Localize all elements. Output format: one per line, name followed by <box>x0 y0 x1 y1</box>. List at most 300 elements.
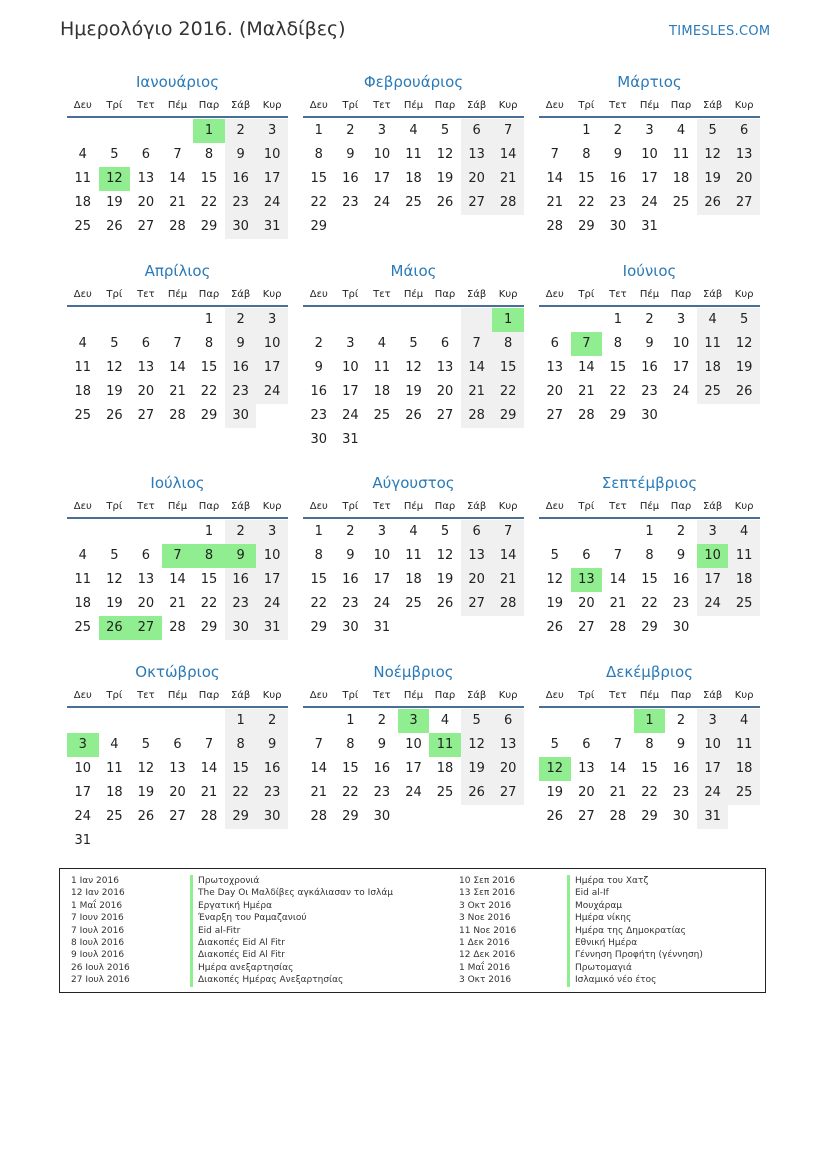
day-cell: 8 <box>225 733 257 757</box>
day-cell: 30 <box>342 620 359 635</box>
day-cell: 27 <box>436 408 454 423</box>
day-cell: 25 <box>728 592 760 616</box>
day-cell: 19 <box>461 757 493 781</box>
day-cell: 13 <box>546 360 564 375</box>
day-cell: 5 <box>697 119 729 143</box>
weekday-label: Τρί <box>106 289 123 300</box>
day-cell: 29 <box>342 809 359 824</box>
day-cell: 10 <box>373 147 391 162</box>
empty-cell <box>366 308 398 332</box>
day-cell: 17 <box>342 384 359 399</box>
weekday-label: Τετ <box>373 289 391 300</box>
day-grid <box>539 308 760 428</box>
day-cell: 25 <box>672 195 690 210</box>
day-cell: 13 <box>728 143 760 167</box>
legend-names-left <box>190 875 393 987</box>
day-cell: 15 <box>342 761 359 776</box>
day-cell: 14 <box>609 761 627 776</box>
month-block <box>539 473 760 640</box>
day-cell: 3 <box>256 119 288 143</box>
day-cell: 26 <box>461 781 493 805</box>
day-cell: 5 <box>550 737 559 752</box>
day-cell: 28 <box>200 809 218 824</box>
day-cell: 23 <box>641 384 658 399</box>
day-cell: 18 <box>74 596 92 611</box>
day-cell: 12 <box>697 143 729 167</box>
legend-date: 1 Δεκ 2016 <box>459 937 510 948</box>
day-cell: 6 <box>141 548 151 563</box>
weekday-label: Τετ <box>373 501 391 512</box>
day-cell: 13 <box>461 544 493 568</box>
weekday-label: Τρί <box>578 289 595 300</box>
weekday-label: Πέμ <box>167 100 188 111</box>
weekday-label: Πέμ <box>167 289 188 300</box>
day-cell: 1 <box>204 312 214 327</box>
day-cell: 8 <box>492 332 524 356</box>
month-block <box>303 261 524 452</box>
day-cell: 14 <box>461 356 493 380</box>
weekday-label: Σάβ <box>466 690 487 701</box>
day-cell: 18 <box>74 195 92 210</box>
day-cell: 3 <box>697 520 729 544</box>
empty-cell <box>303 308 335 332</box>
empty-cell <box>429 308 461 332</box>
day-cell: 17 <box>256 356 288 380</box>
empty-cell <box>539 119 571 143</box>
day-cell: 9 <box>645 336 654 351</box>
day-cell: 19 <box>106 596 123 611</box>
weekday-label: Δευ <box>545 501 564 512</box>
day-cell: 18 <box>436 761 454 776</box>
legend-holiday-name: Eid al-Fitr <box>190 925 393 937</box>
day-cell: 30 <box>672 620 690 635</box>
weekday-label: Πέμ <box>167 501 188 512</box>
day-cell: 27 <box>461 592 493 616</box>
day-cell: 20 <box>137 195 155 210</box>
weekday-label: Πέμ <box>403 100 424 111</box>
holiday-day-cell: 7 <box>571 332 603 356</box>
day-cell: 23 <box>225 380 257 404</box>
day-cell: 5 <box>110 336 119 351</box>
day-cell: 6 <box>141 147 151 162</box>
day-cell: 15 <box>641 761 658 776</box>
day-cell: 18 <box>74 384 92 399</box>
holiday-day-cell: 1 <box>492 308 524 332</box>
day-cell: 4 <box>377 336 387 351</box>
day-cell: 28 <box>310 809 328 824</box>
legend-date: 13 Σεπ 2016 <box>459 888 516 899</box>
day-grid <box>303 520 524 640</box>
day-cell: 4 <box>728 520 760 544</box>
day-cell: 9 <box>314 360 323 375</box>
day-cell: 10 <box>74 761 92 776</box>
empty-cell <box>162 308 194 332</box>
day-cell: 26 <box>106 408 123 423</box>
day-cell: 20 <box>169 785 186 800</box>
day-cell: 23 <box>310 408 328 423</box>
legend-holiday-name: Ημέρα της Δημοκρατίας <box>567 925 703 937</box>
day-cell: 30 <box>225 404 257 428</box>
weekday-label: Κυρ <box>734 100 754 111</box>
day-cell: 13 <box>137 360 155 375</box>
holiday-day-cell: 11 <box>429 733 461 757</box>
day-cell: 19 <box>436 572 454 587</box>
holiday-day-cell: 8 <box>193 544 225 568</box>
weekday-label: Τρί <box>578 690 595 701</box>
day-cell: 7 <box>461 332 493 356</box>
day-cell: 7 <box>173 336 182 351</box>
day-cell: 18 <box>106 785 123 800</box>
day-cell: 21 <box>492 167 524 191</box>
day-cell: 29 <box>200 408 218 423</box>
day-cell: 6 <box>582 737 591 752</box>
weekday-label: Σάβ <box>466 100 487 111</box>
day-cell: 21 <box>461 380 493 404</box>
legend-date: 12 Ιαν 2016 <box>71 888 125 899</box>
day-cell: 27 <box>546 408 564 423</box>
weekday-label: Παρ <box>434 501 456 512</box>
month-name: Μάρτιος <box>617 73 682 91</box>
day-cell: 23 <box>225 191 257 215</box>
weekday-header <box>67 96 288 118</box>
weekday-label: Παρ <box>434 289 456 300</box>
day-cell: 20 <box>137 384 155 399</box>
day-cell: 23 <box>225 592 257 616</box>
month-block <box>539 72 760 239</box>
day-cell: 3 <box>377 524 387 539</box>
day-cell: 19 <box>405 384 422 399</box>
day-cell: 24 <box>697 592 729 616</box>
weekday-label: Παρ <box>198 100 220 111</box>
day-cell: 2 <box>377 713 387 728</box>
day-cell: 10 <box>641 147 658 162</box>
day-cell: 6 <box>141 336 151 351</box>
day-cell: 13 <box>169 761 186 776</box>
day-cell: 21 <box>546 195 564 210</box>
day-cell: 7 <box>314 737 323 752</box>
holiday-day-cell: 3 <box>398 709 430 733</box>
legend-date: 1 Μαΐ 2016 <box>71 900 123 911</box>
day-cell: 24 <box>405 785 422 800</box>
weekday-header <box>539 497 760 519</box>
day-cell: 4 <box>409 524 418 539</box>
day-grid <box>67 520 288 640</box>
day-cell: 22 <box>492 380 524 404</box>
day-cell: 28 <box>169 219 186 234</box>
day-cell: 12 <box>106 360 123 375</box>
legend-holiday-name: Πρωτοχρονιά <box>190 875 393 887</box>
day-cell: 10 <box>672 336 690 351</box>
day-cell: 2 <box>613 123 623 138</box>
day-cell: 14 <box>169 360 186 375</box>
day-cell: 8 <box>314 147 323 162</box>
day-cell: 15 <box>641 572 658 587</box>
day-cell: 8 <box>582 147 591 162</box>
weekday-label: Πέμ <box>639 501 660 512</box>
weekday-label: Τετ <box>373 690 391 701</box>
day-cell: 7 <box>492 520 524 544</box>
weekday-label: Κυρ <box>498 100 518 111</box>
weekday-label: Κυρ <box>734 690 754 701</box>
day-cell: 16 <box>342 572 359 587</box>
day-cell: 20 <box>492 757 524 781</box>
month-name: Οκτώβριος <box>135 663 220 681</box>
empty-cell <box>130 709 162 733</box>
month-name: Σεπτέμβριος <box>601 474 698 492</box>
month-name: Ιανουάριος <box>135 73 219 91</box>
day-cell: 26 <box>106 219 123 234</box>
day-cell: 5 <box>461 709 493 733</box>
day-cell: 4 <box>110 737 119 752</box>
day-cell: 28 <box>169 620 186 635</box>
legend-holiday-name: Eid al-If <box>567 887 703 899</box>
day-cell: 2 <box>225 308 257 332</box>
day-cell: 10 <box>256 544 288 568</box>
day-cell: 1 <box>346 713 355 728</box>
weekday-label: Δευ <box>309 690 328 701</box>
weekday-label: Κυρ <box>734 289 754 300</box>
day-cell: 28 <box>461 404 493 428</box>
month-block <box>67 473 288 640</box>
weekday-label: Πέμ <box>403 289 424 300</box>
day-cell: 27 <box>137 408 155 423</box>
day-cell: 29 <box>310 620 328 635</box>
day-cell: 16 <box>225 167 257 191</box>
day-cell: 6 <box>582 548 591 563</box>
day-cell: 9 <box>377 737 387 752</box>
day-grid <box>539 520 760 640</box>
day-cell: 2 <box>314 336 323 351</box>
day-cell: 19 <box>697 167 729 191</box>
day-cell: 20 <box>728 167 760 191</box>
day-cell: 25 <box>74 219 92 234</box>
weekday-label: Τετ <box>609 100 627 111</box>
day-cell: 29 <box>641 809 658 824</box>
day-cell: 13 <box>137 572 155 587</box>
day-cell: 14 <box>492 544 524 568</box>
weekday-label: Τετ <box>137 690 155 701</box>
legend-names-right <box>567 875 703 987</box>
day-cell: 11 <box>74 171 92 186</box>
month-block <box>67 72 288 239</box>
day-cell: 10 <box>342 360 359 375</box>
day-cell: 14 <box>546 171 564 186</box>
weekday-header <box>67 285 288 307</box>
day-cell: 11 <box>728 544 760 568</box>
day-cell: 5 <box>409 336 418 351</box>
day-cell: 21 <box>492 568 524 592</box>
legend-holiday-name: Εργατική Ημέρα <box>190 900 393 912</box>
month-name: Νοέμβριος <box>373 663 454 681</box>
day-cell: 16 <box>672 761 690 776</box>
day-cell: 21 <box>310 785 328 800</box>
day-cell: 29 <box>641 620 658 635</box>
month-block <box>303 72 524 239</box>
empty-cell <box>571 308 603 332</box>
month-name: Ιούλιος <box>150 474 205 492</box>
legend-date: 26 Ιουλ 2016 <box>71 962 130 973</box>
day-cell: 30 <box>225 215 257 239</box>
day-cell: 15 <box>200 572 218 587</box>
day-cell: 27 <box>492 781 524 805</box>
legend-holiday-name: Διακοπές Eid Al Fitr <box>190 949 393 961</box>
empty-cell <box>539 308 571 332</box>
day-cell: 14 <box>492 143 524 167</box>
brand-link[interactable]: TIMESLES.COM <box>669 24 771 39</box>
empty-cell <box>67 308 99 332</box>
weekday-label: Τρί <box>578 501 595 512</box>
day-cell: 26 <box>546 620 564 635</box>
holiday-day-cell: 7 <box>162 544 194 568</box>
day-cell: 6 <box>173 737 182 752</box>
day-cell: 30 <box>641 408 658 423</box>
legend-date: 10 Σεπ 2016 <box>459 876 516 886</box>
day-cell: 29 <box>200 219 218 234</box>
month-block <box>303 662 524 829</box>
day-cell: 17 <box>697 568 729 592</box>
day-cell: 26 <box>436 195 454 210</box>
day-cell: 11 <box>106 761 123 776</box>
legend-holiday-name: Γέννηση Προφήτη (γέννηση) <box>567 949 703 961</box>
empty-cell <box>602 520 634 544</box>
holiday-day-cell: 1 <box>193 119 225 143</box>
day-cell: 23 <box>256 781 288 805</box>
legend-date: 8 Ιουλ 2016 <box>71 937 125 948</box>
day-cell: 23 <box>342 195 359 210</box>
day-cell: 29 <box>578 219 595 234</box>
weekday-label: Παρ <box>670 100 692 111</box>
weekday-label: Παρ <box>434 690 456 701</box>
day-cell: 29 <box>609 408 627 423</box>
weekday-label: Τρί <box>106 100 123 111</box>
weekday-label: Δευ <box>73 690 92 701</box>
empty-cell <box>99 308 131 332</box>
day-cell: 6 <box>461 520 493 544</box>
day-cell: 18 <box>697 356 729 380</box>
weekday-label: Τετ <box>137 501 155 512</box>
day-cell: 24 <box>373 195 391 210</box>
day-cell: 11 <box>373 360 391 375</box>
day-cell: 11 <box>728 733 760 757</box>
weekday-label: Παρ <box>198 289 220 300</box>
day-cell: 28 <box>609 809 627 824</box>
day-cell: 10 <box>697 733 729 757</box>
weekday-label: Πέμ <box>403 501 424 512</box>
day-cell: 6 <box>550 336 559 351</box>
day-cell: 17 <box>672 360 690 375</box>
day-cell: 26 <box>697 191 729 215</box>
day-cell: 17 <box>256 167 288 191</box>
day-cell: 25 <box>405 596 422 611</box>
weekday-header <box>303 686 524 708</box>
day-cell: 24 <box>641 195 658 210</box>
empty-cell <box>67 119 99 143</box>
day-cell: 7 <box>492 119 524 143</box>
day-grid <box>67 709 288 853</box>
day-cell: 4 <box>78 147 87 162</box>
day-cell: 12 <box>546 572 564 587</box>
day-cell: 24 <box>256 380 288 404</box>
day-cell: 18 <box>728 757 760 781</box>
weekday-label: Σάβ <box>230 289 251 300</box>
day-cell: 7 <box>550 147 559 162</box>
day-cell: 13 <box>578 761 595 776</box>
weekday-label: Πέμ <box>403 690 424 701</box>
empty-cell <box>335 308 367 332</box>
weekday-header <box>539 96 760 118</box>
day-cell: 14 <box>169 572 186 587</box>
day-grid <box>303 119 524 239</box>
weekday-label: Τρί <box>342 100 359 111</box>
day-cell: 24 <box>697 781 729 805</box>
day-cell: 3 <box>645 123 654 138</box>
day-cell: 2 <box>225 520 257 544</box>
legend-holiday-name: Διακοπές Ημέρας Ανεξαρτησίας <box>190 974 393 986</box>
day-cell: 7 <box>613 737 623 752</box>
day-cell: 16 <box>342 171 359 186</box>
day-cell: 1 <box>645 524 654 539</box>
weekday-label: Σάβ <box>702 501 723 512</box>
weekday-label: Σάβ <box>466 289 487 300</box>
day-cell: 18 <box>728 568 760 592</box>
empty-cell <box>162 709 194 733</box>
day-cell: 4 <box>728 709 760 733</box>
day-cell: 8 <box>645 548 654 563</box>
day-cell: 31 <box>256 215 288 239</box>
day-cell: 31 <box>342 432 359 447</box>
day-cell: 11 <box>405 147 422 162</box>
day-cell: 25 <box>74 620 92 635</box>
weekday-header <box>67 686 288 708</box>
day-cell: 27 <box>728 191 760 215</box>
day-cell: 16 <box>641 360 658 375</box>
empty-cell <box>602 709 634 733</box>
weekday-label: Πέμ <box>167 690 188 701</box>
holiday-day-cell: 1 <box>634 709 666 733</box>
day-cell: 4 <box>409 123 418 138</box>
legend-date: 1 Ιαν 2016 <box>71 876 119 886</box>
day-cell: 1 <box>204 524 214 539</box>
day-cell: 2 <box>346 524 355 539</box>
day-cell: 31 <box>641 219 658 234</box>
day-cell: 28 <box>492 191 524 215</box>
day-cell: 9 <box>676 737 686 752</box>
weekday-label: Παρ <box>670 501 692 512</box>
day-cell: 1 <box>314 123 323 138</box>
empty-cell <box>130 119 162 143</box>
day-cell: 24 <box>74 809 92 824</box>
day-cell: 17 <box>641 171 658 186</box>
day-cell: 28 <box>546 219 564 234</box>
month-name: Αύγουστος <box>372 474 455 492</box>
holiday-day-cell: 12 <box>99 167 131 191</box>
weekday-header <box>303 96 524 118</box>
legend-date: 3 Νοε 2016 <box>459 913 511 924</box>
day-cell: 25 <box>697 380 729 404</box>
holiday-day-cell: 3 <box>67 733 99 757</box>
weekday-label: Δευ <box>73 100 92 111</box>
day-grid <box>539 119 760 239</box>
day-cell: 9 <box>225 143 257 167</box>
day-cell: 24 <box>672 384 690 399</box>
weekday-label: Τρί <box>106 690 123 701</box>
legend-holiday-name: Μουχάραμ <box>567 900 703 912</box>
day-cell: 9 <box>346 147 355 162</box>
day-cell: 3 <box>256 520 288 544</box>
day-cell: 2 <box>645 312 654 327</box>
legend-holiday-name: Πρωτομαγιά <box>567 962 703 974</box>
empty-cell <box>461 308 493 332</box>
